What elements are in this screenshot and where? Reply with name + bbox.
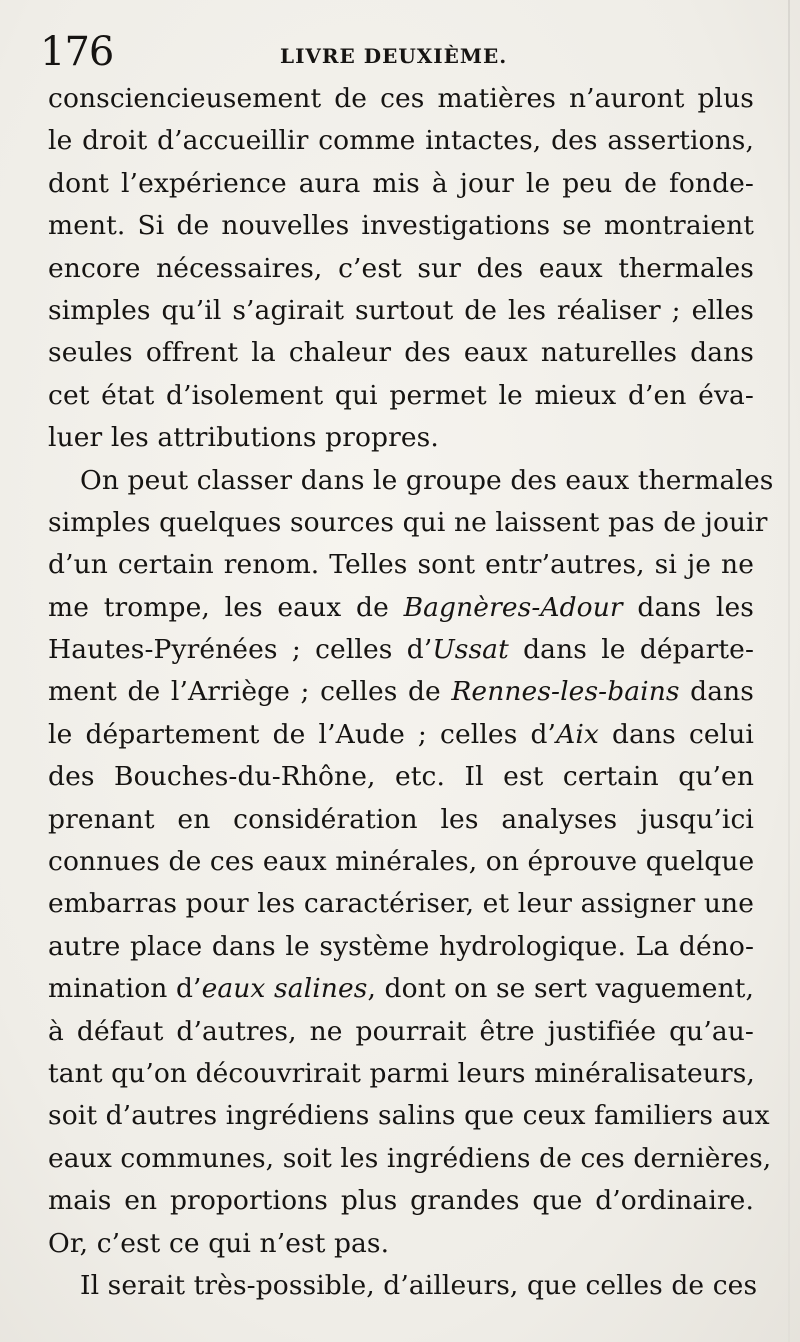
text-segment: dont l’expérience aura mis à jour le peu de fonde- <box>48 167 754 199</box>
text-segment: dans <box>679 676 754 708</box>
text-line <box>48 1053 754 1095</box>
text-line <box>48 375 754 417</box>
paragraph <box>48 78 754 460</box>
text-line <box>48 1138 772 1180</box>
text-segment: Il serait très-possible, d’ailleurs, que celles de ces <box>80 1269 758 1301</box>
text-line <box>48 714 754 756</box>
text-segment: le droit d’accueillir comme intactes, des assertions, <box>48 125 754 157</box>
text-line <box>48 460 774 502</box>
italic-place-name: eaux salines <box>201 973 368 1005</box>
text-segment: cet état d’isolement qui permet le mieux d’en éva- <box>48 379 754 411</box>
text-segment: dans le départe- <box>508 634 754 666</box>
body-text <box>48 78 774 1307</box>
text-line <box>48 502 768 544</box>
text-line <box>48 1180 754 1222</box>
text-line <box>48 544 754 586</box>
text-segment: autre place dans le système hydrologique. La déno- <box>48 930 754 962</box>
text-line <box>48 629 754 671</box>
text-segment: mais en proportions plus grandes que d’ordinaire. <box>48 1185 754 1217</box>
text-segment: ment de l’Arriège ; celles de <box>48 676 452 708</box>
text-segment: à défaut d’autres, ne pourrait être justifiée qu’au- <box>48 1015 754 1047</box>
italic-place-name: Aix <box>556 718 599 750</box>
text-segment: encore nécessaires, c’est sur des eaux thermales <box>48 252 754 284</box>
text-line <box>48 1095 770 1137</box>
text-segment: connues de ces eaux minérales, on éprouve quelque <box>48 846 755 878</box>
text-segment: soit d’autres ingrédiens salins que ceux familiers aux <box>48 1100 770 1132</box>
text-segment: luer les attributions propres. <box>48 422 439 454</box>
text-segment: Hautes-Pyrénées ; celles d’ <box>48 634 433 666</box>
text-segment: prenant en considération les analyses jusqu’ici <box>48 803 754 835</box>
page-number: 176 <box>40 29 114 75</box>
text-line <box>48 290 754 332</box>
text-segment: dans les <box>622 591 754 623</box>
italic-place-name: Ussat <box>432 634 509 666</box>
text-line <box>48 1011 754 1053</box>
text-segment: simples qu’il s’agirait surtout de les réaliser ; elles <box>48 294 754 326</box>
text-line <box>48 163 754 205</box>
text-line <box>48 332 754 374</box>
text-segment: , dont on se sert vaguement, <box>367 973 754 1005</box>
text-line <box>48 1223 754 1265</box>
text-line <box>48 926 754 968</box>
italic-place-name: Bagnères-Adour <box>403 591 623 623</box>
text-line <box>48 120 754 162</box>
italic-place-name: Rennes-les-bains <box>451 676 680 708</box>
text-segment: le département de l’Aude ; celles d’ <box>48 718 557 750</box>
running-head: LIVRE DEUXIÈME. <box>280 44 508 68</box>
text-line <box>48 587 754 629</box>
text-segment: tant qu’on découvrirait parmi leurs minéralisateurs, <box>48 1057 755 1089</box>
text-segment: embarras pour les caractériser, et leur assigner une <box>48 888 754 920</box>
text-line <box>48 671 754 713</box>
text-line <box>48 799 754 841</box>
text-line <box>48 841 754 883</box>
text-line <box>48 756 754 798</box>
text-segment: d’un certain renom. Telles sont entr’autres, si je ne <box>48 549 754 581</box>
text-segment: simples quelques sources qui ne laissent pas de jouir <box>48 506 768 538</box>
text-segment: eaux communes, soit les ingrédiens de ces dernières, <box>48 1142 772 1174</box>
text-segment: On peut classer dans le groupe des eaux thermales <box>80 464 774 496</box>
text-line <box>48 417 754 459</box>
text-line <box>48 883 754 925</box>
paragraph <box>48 460 774 1265</box>
text-line <box>48 248 754 290</box>
text-line <box>48 1265 758 1307</box>
text-segment: ment. Si de nouvelles investigations se montraient <box>48 210 754 242</box>
text-segment: me trompe, les eaux de <box>48 591 404 623</box>
text-segment: seules offrent la chaleur des eaux naturelles dans <box>48 337 754 369</box>
text-line <box>48 78 754 120</box>
text-segment: consciencieusement de ces matières n’auront plus <box>48 83 754 114</box>
text-segment: Or, c’est ce qui n’est pas. <box>48 1227 390 1259</box>
text-line <box>48 205 754 247</box>
page-edge-shadow <box>788 0 790 1342</box>
text-segment: dans celui <box>598 718 754 750</box>
text-segment: des Bouches-du-Rhône, etc. Il est certain qu’en <box>48 761 754 793</box>
paragraph <box>48 1265 758 1307</box>
text-line <box>48 968 754 1010</box>
text-segment: mination d’ <box>48 973 202 1005</box>
